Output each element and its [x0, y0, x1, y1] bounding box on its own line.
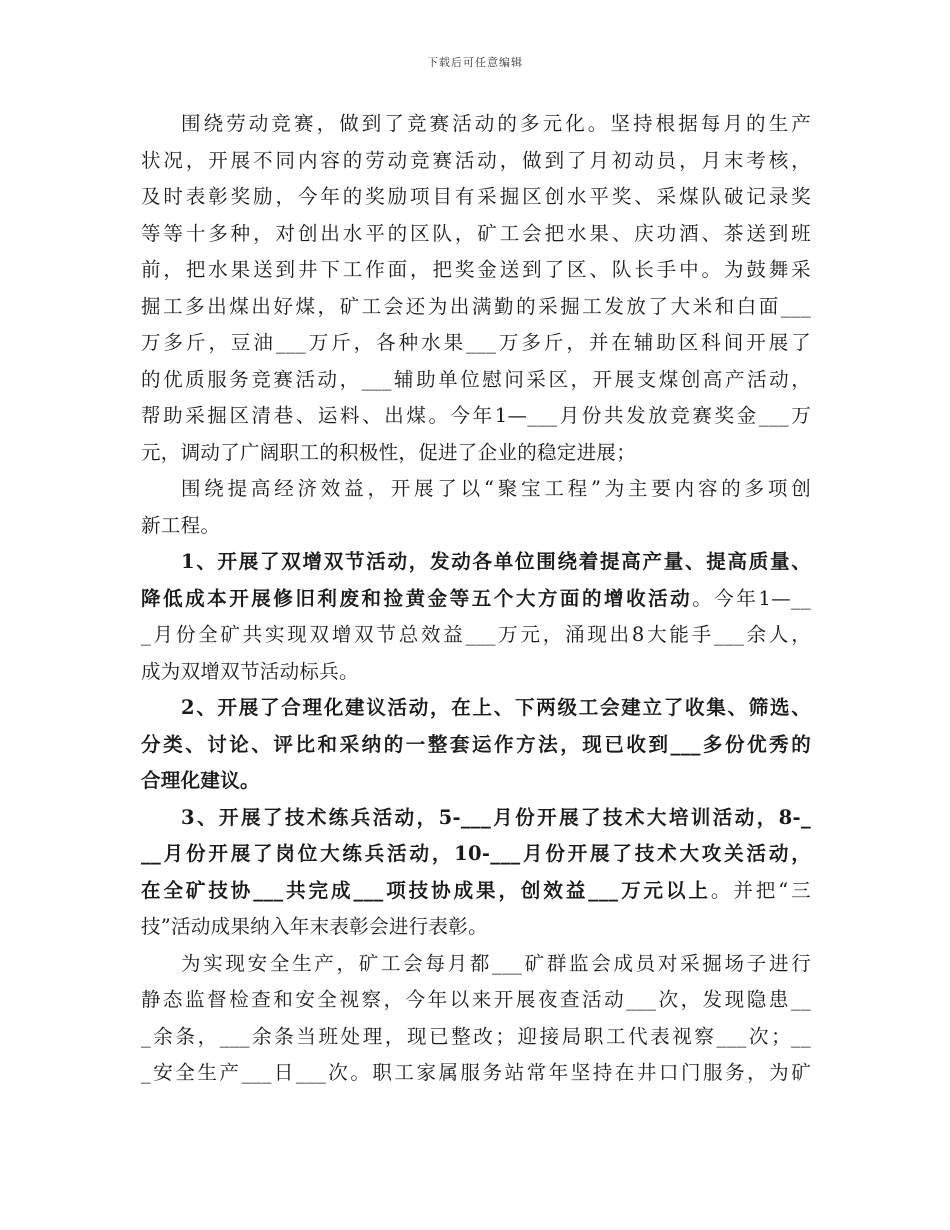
text-line: 分类、讨论、评比和采纳的一整套运作方法，现已收到___多份优秀的 [141, 732, 811, 756]
text-line: 3、开展了技术练兵活动，5-___月份开展了技术大培训活动，8-_ [181, 805, 811, 829]
document-body [141, 106, 811, 1092]
text-line: _月份全矿共实现双增双节总效益___万元，涌现出8大能手___余人， [141, 623, 811, 646]
text-line: 技”活动成果纳入年末表彰会进行表彰。 [141, 915, 488, 938]
text-line: 万多斤，豆油___万斤，各种水果___万多斤，并在辅助区科间开展了 [141, 331, 811, 354]
text-line: 围绕劳动竞赛，做到了竞赛活动的多元化。坚持根据每月的生产 [181, 112, 811, 135]
text-line: 新工程。 [141, 513, 221, 537]
text-line: 状况，开展不同内容的劳动竞赛活动，做到了月初动员，月末考核， [141, 148, 811, 172]
text-line: 前，把水果送到井下工作面，把奖金送到了区、队长手中。为鼓舞采 [141, 258, 811, 281]
text-line: 为实现安全生产，矿工会每月都___矿群监会成员对采掘场子进行 [181, 951, 811, 975]
text-line: 帮助采掘区清巷、运料、出煤。今年1—___月份共发放竞赛奖金___万 [141, 404, 811, 427]
text-line: 2、开展了合理化建议活动，在上、下两级工会建立了收集、筛选、 [181, 696, 811, 719]
text-line: 及时表彰奖励，今年的奖励项目有采掘区创水平奖、采煤队破记录奖 [141, 185, 811, 208]
text-line: 成为双增双节活动标兵。 [141, 659, 359, 683]
text-line: 等等十多种，对创出水平的区队，矿工会把水果、庆功酒、茶送到班 [141, 221, 811, 245]
text-line: 静态监督检查和安全视察，今年以来开展夜查活动___次，发现隐患__ [141, 988, 811, 1011]
page-header: 下载后可任意编辑 [427, 56, 523, 69]
text-line: 掘工多出煤出好煤，矿工会还为出满勤的采掘工发放了大米和白面___ [141, 294, 811, 318]
text-line: 元，调动了广阔职工的积极性，促进了企业的稳定进展； [141, 440, 637, 464]
text-line: 在全矿技协___共完成___项技协成果，创效益___万元以上。并把“三 [141, 878, 811, 902]
text-line: 降低成本开展修旧利废和捡黄金等五个大方面的增收活动。今年1—__ [141, 586, 811, 610]
text-line: 围绕提高经济效益，开展了以“聚宝工程”为主要内容的多项创 [181, 477, 811, 500]
text-line: __月份开展了岗位大练兵活动，10-___月份开展了技术大攻关活动， [141, 842, 811, 865]
text-line: _安全生产___日___次。职工家属服务站常年坚持在井口门服务，为矿 [141, 1061, 811, 1084]
text-line: 合理化建议。 [141, 769, 260, 792]
text-line: 的优质服务竞赛活动，___辅助单位慰问采区，开展支煤创高产活动， [141, 367, 811, 391]
text-line: _余条，___余条当班处理，现已整改；迎接局职工代表视察___次；__ [141, 1024, 811, 1048]
text-line: 1、开展了双增双节活动，发动各单位围绕着提高产量、提高质量、 [181, 550, 811, 573]
